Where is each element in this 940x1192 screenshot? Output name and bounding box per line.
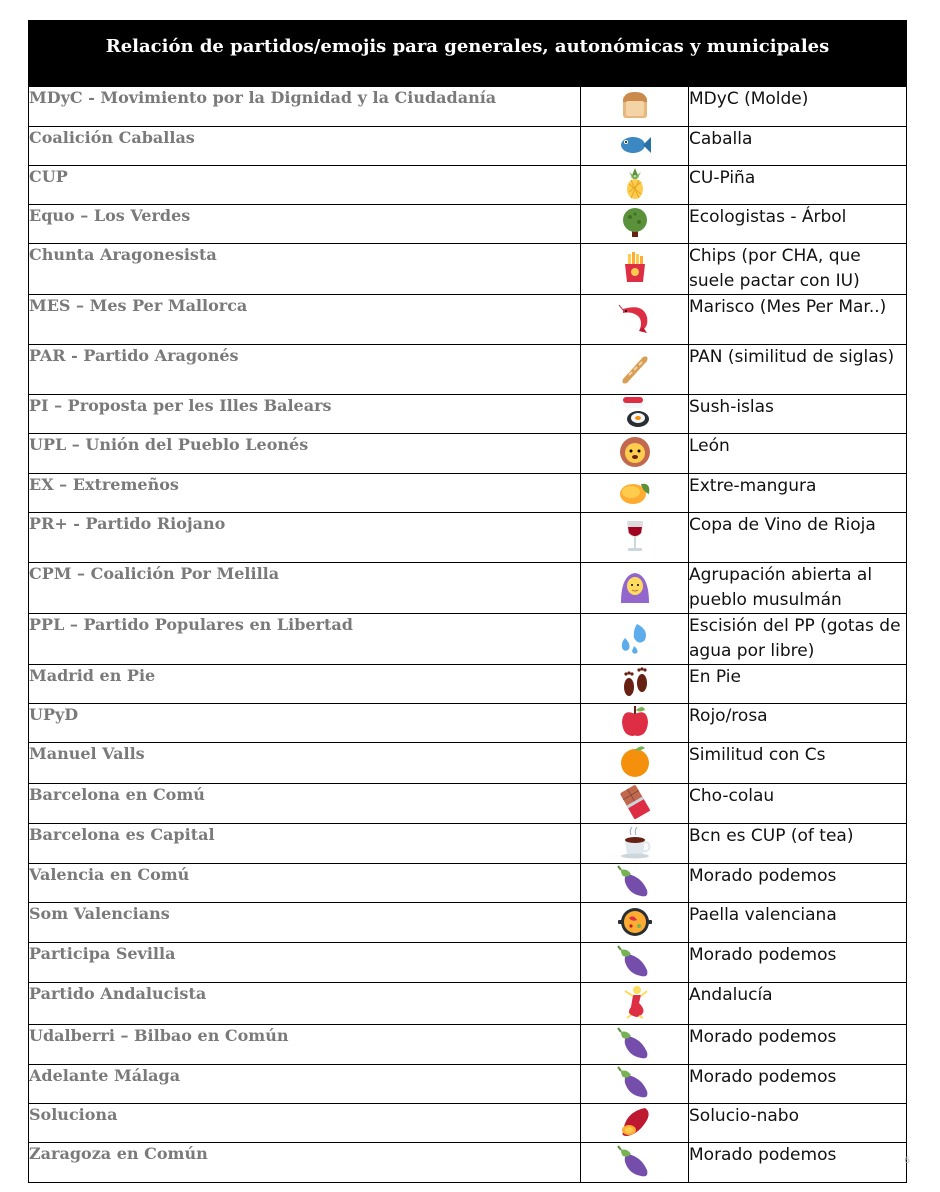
emoji-description-cell: Solucio-nabo (689, 1104, 907, 1143)
table-row (29, 614, 907, 665)
party-name-cell: Chunta Aragonesista (29, 244, 581, 295)
party-name-cell: Manuel Valls (29, 743, 581, 784)
emoji-description-cell: Morado podemos (689, 1143, 907, 1183)
party-name-cell: MDyC - Movimiento por la Dignidad y la Ciudadanía (29, 87, 581, 127)
woman-headscarf-icon (615, 569, 655, 603)
emoji-description-cell: Rojo/rosa (689, 704, 907, 743)
emoji-cell (581, 205, 689, 244)
emoji-description-cell: MDyC (Molde) (689, 87, 907, 127)
emoji-description-cell: Extre-mangura (689, 474, 907, 513)
party-name-cell: PPL – Partido Populares en Libertad (29, 614, 581, 665)
table-row (29, 87, 907, 127)
eggplant-icon (615, 1144, 655, 1178)
lion-icon (615, 435, 655, 469)
party-emoji-table (28, 20, 907, 1183)
emoji-cell (581, 1143, 689, 1183)
table-row (29, 943, 907, 983)
sushi-icon (615, 395, 655, 429)
wine-glass-icon (615, 519, 655, 553)
table-row (29, 1143, 907, 1183)
emoji-description-cell: Escisión del PP (gotas de agua por libre) (689, 614, 907, 665)
party-name-cell: PR+ - Partido Riojano (29, 513, 581, 563)
eggplant-icon (615, 1065, 655, 1099)
table-row (29, 784, 907, 824)
eggplant-icon (615, 864, 655, 898)
table-row (29, 345, 907, 395)
emoji-cell (581, 345, 689, 395)
emoji-description-cell: Chips (por CHA, que suele pactar con IU) (689, 244, 907, 295)
emoji-cell (581, 983, 689, 1025)
tree-icon (615, 205, 655, 239)
emoji-cell (581, 474, 689, 513)
sweet-potato-icon (615, 1104, 655, 1138)
footprints-icon (615, 665, 655, 699)
emoji-cell (581, 784, 689, 824)
emoji-description-cell: Paella valenciana (689, 903, 907, 943)
emoji-description-cell: Morado podemos (689, 1065, 907, 1104)
emoji-description-cell: Similitud con Cs (689, 743, 907, 784)
emoji-cell (581, 295, 689, 345)
eggplant-icon (615, 944, 655, 978)
table-row (29, 983, 907, 1025)
emoji-cell (581, 665, 689, 704)
table-row (29, 395, 907, 434)
emoji-cell (581, 1065, 689, 1104)
emoji-description-cell: Bcn es CUP (of tea) (689, 824, 907, 864)
emoji-description-cell: Sush-islas (689, 395, 907, 434)
sweat-droplets-icon (615, 620, 655, 654)
emoji-description-cell: Caballa (689, 127, 907, 166)
table-row (29, 824, 907, 864)
party-name-cell: Som Valencians (29, 903, 581, 943)
paella-icon (615, 904, 655, 938)
party-name-cell: PAR - Partido Aragonés (29, 345, 581, 395)
emoji-cell (581, 704, 689, 743)
emoji-description-cell: Agrupación abierta al pueblo musulmán (689, 563, 907, 614)
emoji-description-cell: Morado podemos (689, 864, 907, 903)
hot-beverage-icon (615, 825, 655, 859)
party-name-cell: Equo – Los Verdes (29, 205, 581, 244)
bread-icon (615, 88, 655, 122)
table-row (29, 434, 907, 474)
emoji-cell (581, 943, 689, 983)
dancer-icon (615, 985, 655, 1019)
table-row (29, 665, 907, 704)
party-name-cell: Zaragoza en Común (29, 1143, 581, 1183)
pineapple-icon (615, 166, 655, 200)
page-number: 6 (904, 1156, 910, 1166)
party-name-cell: Barcelona es Capital (29, 824, 581, 864)
chocolate-icon (615, 785, 655, 819)
emoji-description-cell: León (689, 434, 907, 474)
party-name-cell: Madrid en Pie (29, 665, 581, 704)
table-row (29, 295, 907, 345)
emoji-cell (581, 395, 689, 434)
party-name-cell: Partido Andalucista (29, 983, 581, 1025)
table-body (29, 87, 907, 1183)
emoji-cell (581, 864, 689, 903)
emoji-cell (581, 563, 689, 614)
party-name-cell: CPM – Coalición Por Melilla (29, 563, 581, 614)
eggplant-icon (615, 1026, 655, 1060)
emoji-description-cell: Cho-colau (689, 784, 907, 824)
emoji-cell (581, 127, 689, 166)
emoji-cell (581, 743, 689, 784)
table-row (29, 166, 907, 205)
emoji-cell (581, 166, 689, 205)
party-name-cell: MES – Mes Per Mallorca (29, 295, 581, 345)
emoji-cell (581, 87, 689, 127)
emoji-description-cell: CU-Piña (689, 166, 907, 205)
party-name-cell: Participa Sevilla (29, 943, 581, 983)
party-name-cell: Udalberri – Bilbao en Común (29, 1025, 581, 1065)
orange-icon (615, 744, 655, 778)
table-row (29, 1104, 907, 1143)
emoji-description-cell: Andalucía (689, 983, 907, 1025)
table-row (29, 127, 907, 166)
emoji-cell (581, 513, 689, 563)
shrimp-icon (615, 301, 655, 335)
baguette-icon (615, 351, 655, 385)
party-name-cell: Soluciona (29, 1104, 581, 1143)
emoji-cell (581, 903, 689, 943)
red-apple-icon (615, 704, 655, 738)
table-row (29, 563, 907, 614)
table-row (29, 474, 907, 513)
table-row (29, 903, 907, 943)
party-name-cell: Coalición Caballas (29, 127, 581, 166)
mango-icon (615, 474, 655, 508)
party-name-cell: EX – Extremeños (29, 474, 581, 513)
emoji-description-cell: En Pie (689, 665, 907, 704)
table-row (29, 205, 907, 244)
table-row (29, 864, 907, 903)
table-row (29, 743, 907, 784)
party-name-cell: Adelante Málaga (29, 1065, 581, 1104)
table-row (29, 244, 907, 295)
party-name-cell: UPyD (29, 704, 581, 743)
table-row (29, 513, 907, 563)
emoji-cell (581, 614, 689, 665)
table-row (29, 704, 907, 743)
party-name-cell: Valencia en Comú (29, 864, 581, 903)
table-row (29, 1025, 907, 1065)
table-row (29, 1065, 907, 1104)
party-name-cell: PI – Proposta per les Illes Balears (29, 395, 581, 434)
emoji-cell (581, 434, 689, 474)
emoji-description-cell: Ecologistas - Árbol (689, 205, 907, 244)
emoji-cell (581, 824, 689, 864)
fish-icon (615, 127, 655, 161)
emoji-description-cell: Morado podemos (689, 943, 907, 983)
table-header-row (29, 21, 907, 87)
emoji-cell (581, 244, 689, 295)
table-title: Relación de partidos/emojis para generales, autonómicas y municipales (29, 21, 907, 87)
emoji-description-cell: Morado podemos (689, 1025, 907, 1065)
party-name-cell: Barcelona en Comú (29, 784, 581, 824)
emoji-description-cell: Marisco (Mes Per Mar..) (689, 295, 907, 345)
emoji-cell (581, 1104, 689, 1143)
fries-icon (615, 250, 655, 284)
party-name-cell: UPL – Unión del Pueblo Leonés (29, 434, 581, 474)
emoji-cell (581, 1025, 689, 1065)
party-name-cell: CUP (29, 166, 581, 205)
emoji-description-cell: Copa de Vino de Rioja (689, 513, 907, 563)
emoji-description-cell: PAN (similitud de siglas) (689, 345, 907, 395)
